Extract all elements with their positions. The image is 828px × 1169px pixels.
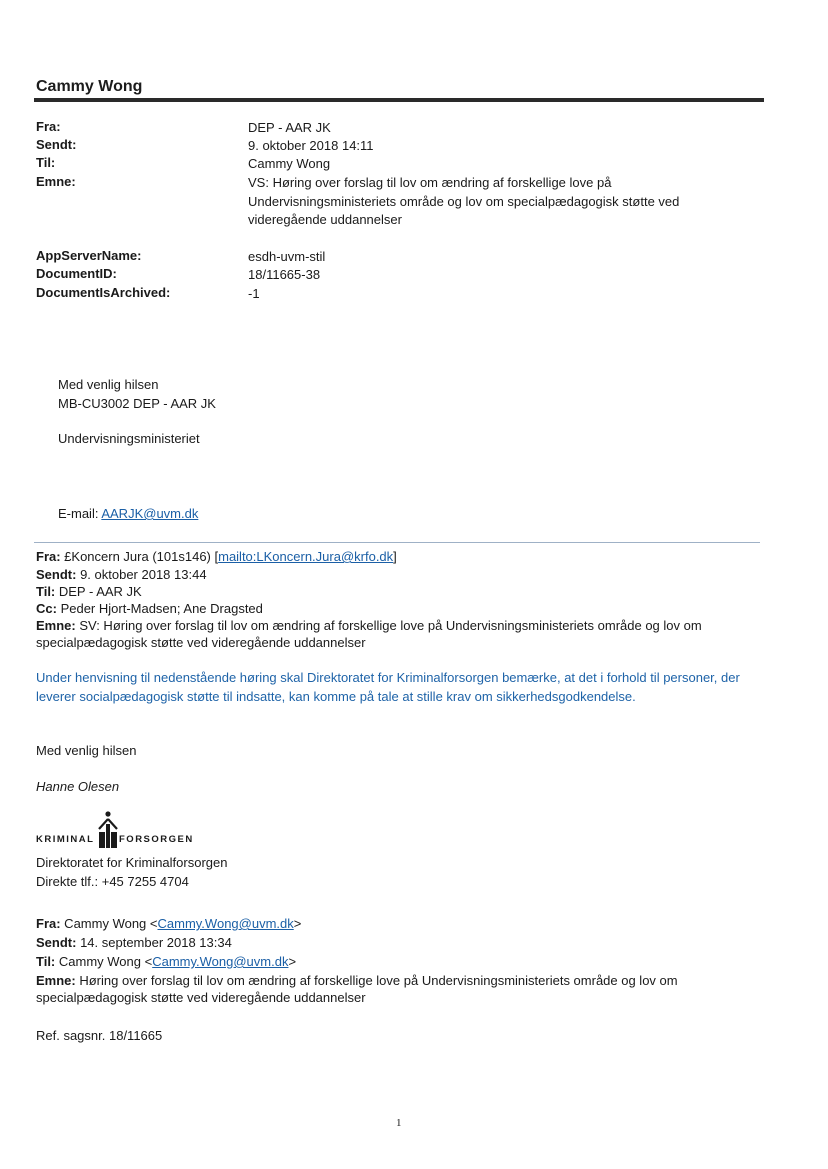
logo-text-right: FORSORGEN	[119, 834, 194, 845]
signature-org: Undervisningsministeriet	[58, 431, 200, 446]
fwd2-to-close: >	[288, 954, 297, 969]
fwd1-from-label: Fra:	[36, 549, 61, 564]
body-greeting: Med venlig hilsen	[36, 743, 137, 758]
to-label: Til:	[36, 155, 56, 170]
fwd2-to-line	[36, 953, 766, 970]
fwd2-to-value: Cammy Wong <	[55, 954, 153, 969]
fwd1-mailto-link[interactable]: mailto:LKoncern.Jura@krfo.dk	[218, 549, 394, 564]
fwd1-cc-label: Cc:	[36, 601, 57, 616]
fwd1-to-value: DEP - AAR JK	[55, 584, 142, 599]
message-separator	[34, 542, 760, 543]
appservername-label: AppServerName:	[36, 248, 142, 263]
signature-email-link[interactable]: AARJK@uvm.dk	[101, 506, 199, 521]
body-name: Hanne Olesen	[36, 779, 120, 794]
appservername-value: esdh-uvm-stil	[248, 249, 326, 264]
page-number: 1	[396, 1117, 402, 1129]
body-phone: Direkte tlf.: +45 7255 4704	[36, 874, 189, 889]
signature-greeting: Med venlig hilsen	[58, 377, 159, 392]
fwd2-from-close: >	[293, 916, 302, 931]
fwd1-from-line	[36, 548, 766, 565]
from-value: DEP - AAR JK	[248, 120, 331, 135]
fwd1-subject-label: Emne:	[36, 618, 76, 633]
fwd2-sent-label: Sendt:	[36, 935, 77, 950]
fwd2-sent-line	[36, 934, 766, 951]
signature-email-label: E-mail:	[58, 506, 102, 521]
fwd1-from-value: £Koncern Jura (101s146) [	[60, 549, 219, 564]
fwd1-subject-line	[36, 617, 766, 651]
fwd2-to-email-link[interactable]: Cammy.Wong@uvm.dk	[152, 954, 289, 969]
body-org: Direktoratet for Kriminalforsorgen	[36, 855, 228, 870]
fwd2-from-label: Fra:	[36, 916, 61, 931]
documentisarchived-label: DocumentIsArchived:	[36, 285, 171, 300]
subject-label: Emne:	[36, 174, 76, 189]
reply-paragraph: Under henvisning til nedenstående høring skal Direktoratet for Kriminalforsorgen bemærke, at det i forhold til personer, der leverer socialpædagogisk støtte til indsatte, kan komme på tale at stille krav om sikkerhedsgodkendelse.	[36, 670, 740, 704]
fwd2-from-line	[36, 915, 766, 932]
fwd2-subject-line	[36, 972, 766, 1006]
documentid-label: DocumentID:	[36, 266, 117, 281]
fwd2-sent-value: 14. september 2018 13:34	[76, 935, 232, 950]
fwd1-cc-line	[36, 600, 766, 617]
from-label: Fra:	[36, 119, 61, 134]
logo-text-left: KRIMINAL	[36, 834, 95, 845]
fwd1-sent-line	[36, 566, 766, 583]
fwd1-from-close: ]	[393, 549, 397, 564]
fwd2-to-label: Til:	[36, 954, 56, 969]
sent-value: 9. oktober 2018 14:11	[248, 138, 374, 153]
fwd2-subject-value: Høring over forslag til lov om ændring af forskellige love på Undervisningsministeriets område og lov om specialpædagogisk støtte ved videregående uddannelser	[36, 973, 678, 1005]
sent-label: Sendt:	[36, 137, 77, 152]
fwd1-sent-value: 9. oktober 2018 13:44	[76, 567, 207, 582]
fwd2-from-email-link[interactable]: Cammy.Wong@uvm.dk	[157, 916, 294, 931]
fwd1-subject-value: SV: Høring over forslag til lov om ændring af forskellige love på Undervisningsministeriets område og lov om specialpædagogisk støtte ved videregående uddannelser	[36, 618, 702, 650]
fwd2-from-value: Cammy Wong <	[60, 916, 158, 931]
subject-value: VS: Høring over forslag til lov om ændring af forskellige love på Undervisningsministeriets område og lov om specialpædagogisk støtte ved videregående uddannelser	[248, 175, 680, 227]
case-reference: Ref. sagsnr. 18/11665	[36, 1028, 163, 1043]
fwd1-cc-value: Peder Hjort-Madsen; Ane Dragsted	[56, 601, 263, 616]
document-title: Cammy Wong	[36, 78, 143, 95]
fwd1-sent-label: Sendt:	[36, 567, 77, 582]
fwd1-to-label: Til:	[36, 584, 56, 599]
signature-sender: MB-CU3002 DEP - AAR JK	[58, 396, 216, 411]
signature-email-line	[58, 506, 198, 521]
documentid-value: 18/11665-38	[248, 267, 321, 282]
to-value: Cammy Wong	[248, 156, 331, 171]
fwd1-to-line	[36, 583, 766, 600]
documentisarchived-value: -1	[248, 286, 260, 301]
fwd2-subject-label: Emne:	[36, 973, 76, 988]
title-divider	[34, 98, 764, 102]
kriminalforsorgen-logo	[36, 810, 206, 850]
